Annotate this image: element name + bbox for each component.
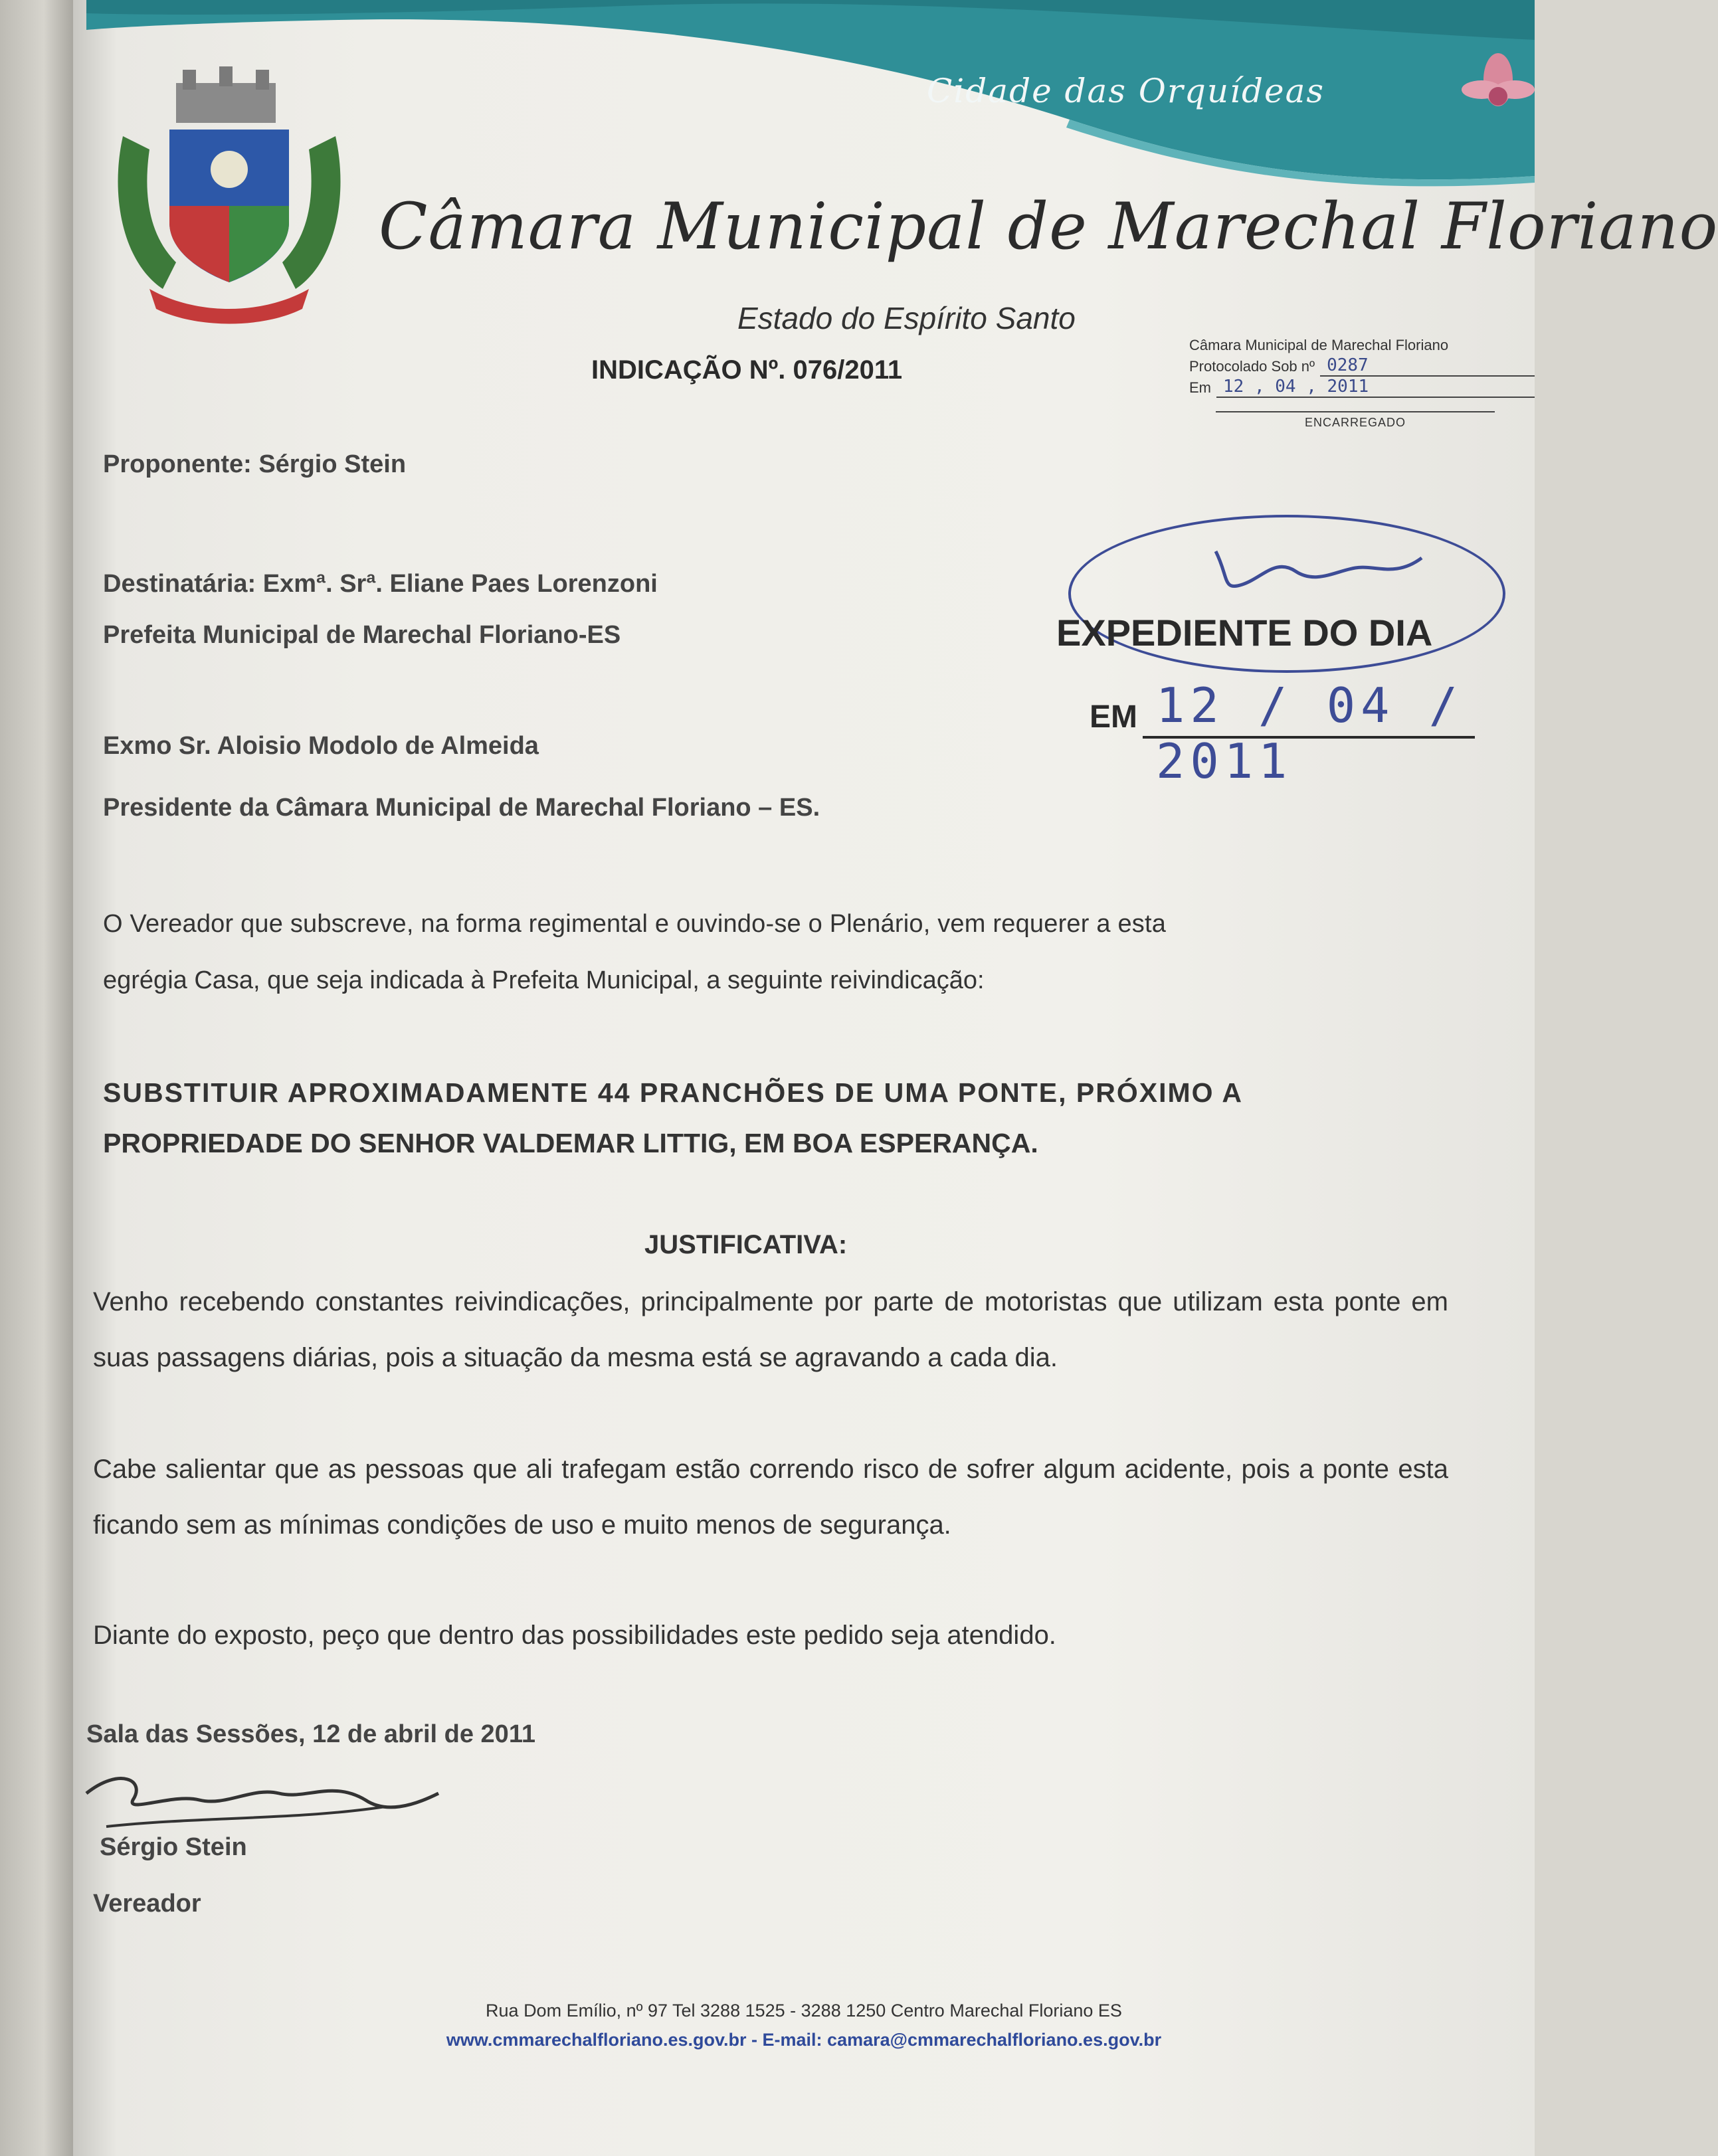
protocol-clerk-label: ENCARREGADO [1216,411,1495,432]
recipient-line1: Destinatária: Exmª. Srª. Eliane Paes Lorenzoni [103,570,658,598]
city-motto: Cidade das Orquídeas [927,72,1325,110]
recipient-line2: Prefeita Municipal de Marechal Floriano-ES [103,621,621,649]
intro-line2: egrégia Casa, que seja indicada à Prefeita Municipal, a seguinte reivindicação: [103,966,985,994]
council-name: Câmara Municipal de Marechal Floriano [379,189,1718,264]
coat-of-arms-logo [96,63,362,342]
orchid-icon [1462,40,1535,139]
justification-paragraph2: Cabe salientar que as pessoas que ali trafegam estão correndo risco de sofrer algum acidente, pois a ponte esta ficando sem as mínimas condições de uso e muito menos de segurança. [93,1455,1448,1540]
stamp-signature [1202,531,1468,611]
document-number: INDICAÇÃO Nº. 076/2011 [591,355,903,385]
state-name: Estado do Espírito Santo [737,301,1076,335]
protocol-stamp [1189,335,1535,432]
protocol-number-label: Protocolado Sob nº [1189,358,1315,375]
document-page [73,0,1718,2156]
justification-paragraph1: Venho recebendo constantes reivindicações, principalmente por parte de motoristas que utilizam esta ponte em suas passagens diárias, pois a situação da mesma está se agravando a cada dia. [93,1287,1448,1372]
protocol-date-value: 12 , 04 , 2011 [1216,377,1535,398]
expediente-em-label: EM [1090,699,1137,735]
request-line2: PROPRIEDADE DO SENHOR VALDEMAR LITTIG, EM BOA ESPERANÇA. [103,1128,1038,1158]
footer [239,1996,1369,2054]
expediente-date-line [1143,736,1475,739]
request-line1: SUBSTITUIR APROXIMADAMENTE 44 PRANCHÕES DE UMA PONTE, PRÓXIMO A [103,1077,1244,1108]
expediente-date: 12 / 04 / 2011 [1156,677,1464,789]
protocol-date-label: Em [1189,379,1211,396]
justification-paragraph3: Diante do exposto, peço que dentro das possibilidades este pedido seja atendido. [93,1621,1056,1650]
expediente-title: EXPEDIENTE DO DIA [1056,612,1433,654]
protocol-line1: Câmara Municipal de Marechal Floriano [1189,337,1449,353]
proponent: Proponente: Sérgio Stein [103,450,407,478]
protocol-number-value: 0287 [1320,355,1535,377]
footer-web: www.cmmarechalfloriano.es.gov.br - E-mail: camara@cmmarechalfloriano.es.gov.br [446,2030,1162,2050]
binder-edge [0,0,73,2156]
recipient-line4: Presidente da Câmara Municipal de Marechal Floriano – ES. [103,794,820,822]
signer-name: Sérgio Stein [100,1833,247,1861]
signer-role: Vereador [93,1890,201,1918]
recipient-line3: Exmo Sr. Aloisio Modolo de Almeida [103,732,539,760]
footer-address: Rua Dom Emílio, nº 97 Tel 3288 1525 - 3288 1250 Centro Marechal Floriano ES [486,2001,1122,2021]
justification-title: JUSTIFICATIVA: [644,1230,848,1259]
intro-line1: O Vereador que subscreve, na forma regimental e ouvindo-se o Plenário, vem requerer a esta [103,910,1167,938]
place-date: Sala das Sessões, 12 de abril de 2011 [86,1720,535,1748]
